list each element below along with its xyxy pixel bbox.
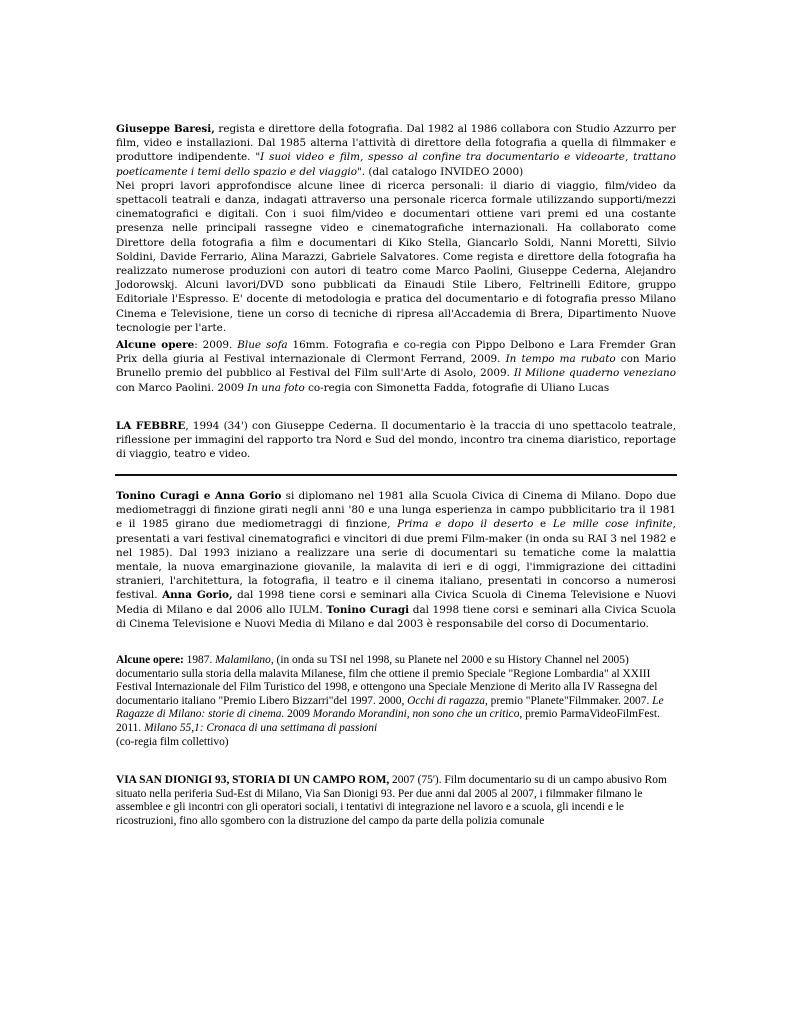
authors-names: Tonino Curagi e Anna Gorio [116,490,282,502]
works-text: , (in onda su TSI nel 1998, su Planete nel 2000 e su History Channel nel 2005) documentario sulla storia della malavita Milanese, film che ottiene il premio Speciale "Regione Lombardia" al XXIII Festival Internazionale del Film Turistico del 1998, e ottengono una Speciale Menzione di Merito alla IV Rassegna del documentario italiano "Premio Libero Bizzarri"del 1997. 2000, [116,654,658,707]
works-text: : 2009. [194,339,238,351]
work-title: Le mille cose infinite [552,518,673,531]
bio-text: dal 1998 tiene corsi e seminari alla Civica Scuola di Cinema Televisione e Nuovi Media di Milano e dal 2003 è responsabile del corso di Documentario. [116,603,676,630]
work-title: In tempo ma rubato [505,353,616,366]
baresi-bio-paragraph [116,122,676,179]
works-text: 2009 [284,708,313,721]
works-text: , premio "Planete"Filmmaker. 2007. [484,694,653,707]
baresi-quote-source: (dal catalogo INVIDEO 2000) [365,165,524,178]
bio-text: dal 1998 tiene corsi e seminari alla Civica Scuola di Cinema Televisione e Nuovi Media di Milano e dal 2006 allo IULM. [116,589,677,616]
work-title: Milano 55,1: Cronaca di una settimana di passioni [144,721,378,734]
works-text: (co-regia film collettivo) [116,735,229,748]
works-text: co-regia con Simonetta Fadda, fotografie di Uliano Lucas [304,381,610,394]
author-name: Anna Gorio, [162,589,233,602]
author-name: Tonino Curagi [326,603,410,616]
via-san-dionigi-paragraph [116,774,676,828]
baresi-quote: "I suoi video e film, spesso al confine tra documentario e videoarte, trattano poeticamente i temi dello spazio e del viaggio". [116,151,676,178]
bio-text: si diplomano nel 1981 alla Scuola Civica di Cinema di Milano. Dopo due mediometraggi di finzione girati negli anni '80 e una lunga esperienza in campo pubblicitario tra il 1981 e il 1985 girano due mediometraggi di finzione, [116,490,677,531]
works-text: 16mm. Fotografia e co-regia con Pippo Delbono e Lara Fremder Gran Prix della giuria al Festival internazionale di Clermont Ferrand, 2009. [116,339,676,366]
bio-text: , presentati a vari festival cinematografici e vincitori di due premi Film-maker (in onda su RAI 3 nel 1982 e nel 1985). Dal 1993 iniziano a realizzare una serie di documentari su tematiche come la malattia mentale, la nuova emarginazione giovanile, la malavita di ieri e di oggi, l'immigrazione dei cittadini stranieri, l'architettura, la fotografia, il teatro e il cinema italiano, presentati in concorso a numerosi festival. [116,518,676,602]
curagi-gorio-bio [116,489,676,631]
works-label: Alcune opere: [116,654,184,666]
bio-text: e [533,518,553,531]
works-text: , premio ParmaVideoFilmFest. 2011. [116,708,660,734]
work-title: Blue sofa [237,339,288,351]
baresi-bio-paragraph-2: Nei propri lavori approfondisce alcune linee di ricerca personali: il diario di viaggio, film/video da spettacoli teatrali e danza, indagati attraverso una personale ricerca formale utilizzando supporti/mezzi cinematografici e digitali. Con i suoi film/video e documentari ottiene vari premi ed una costante presenza nelle principali rassegne video e cinematografiche internazionali. Ha collaborato come Direttore della fotografia a film e documentari di Kiko Stella, Giancarlo Soldi, Nanni Moretti, Silvio Soldini, Davide Ferrario, Alina Marazzi, Gabriele Salvatores. Come regista e direttore della fotografia ha realizzato numerose produzioni con autori di teatro come Marco Paolini, Giuseppe Cederna, Alejandro Jodorowskj. Alcuni lavori/DVD sono pubblicati da Einaudi Stile Libero, Feltrinelli Editore, gruppo Editoriale l'Espresso. E' docente di metodologia e pratica del documentario e di fotografia presso Milano Cinema e Televisione, tiene un corso di tecniche di ripresa all'Accademia di Brera, Dipartimento Nuove tecnologie per l'arte. [116,179,676,334]
work-title: Prima e dopo il deserto [397,518,534,531]
curagi-gorio-works-paragraph [116,654,676,749]
works-text: con Mario Brunello premio del pubblico al Festival del Film sull'Arte di Asolo, 2009. [116,353,677,380]
film-description: , 1994 (34') con Giuseppe Cederna. Il documentario è la traccia di uno spettacolo teatrale, riflessione per immagini del rapporto tra Nord e Sud del mondo, incontro tra cinema diaristico, reportage di viaggio, teatro e video. [116,420,676,461]
curagi-gorio-works [116,654,676,749]
via-san-dionigi-entry [116,774,676,828]
works-label: Alcune opere [116,339,195,351]
work-title: Le Ragazze di Milano: storie di cinema. [116,694,664,721]
baresi-bio [116,122,676,335]
work-title: Malamilano [215,654,271,666]
work-title: Morando Morandini, non sono che un critico [312,708,520,721]
works-text: 1987. [183,654,216,666]
section-divider [115,474,677,476]
film-title: VIA SAN DIONIGI 93, STORIA DI UN CAMPO ROM, [116,774,390,786]
curagi-gorio-paragraph [116,489,676,631]
works-text: con Marco Paolini. 2009 [116,381,248,394]
work-title: In una foto [247,381,305,394]
baresi-works [116,338,676,395]
la-febbre-entry [116,419,676,462]
film-description: 2007 (75'). Film documentario su di un campo abusivo Rom situato nella periferia Sud-Est di Milano, Via San Dionigi 93. Per due anni dal 2005 al 2007, i filmmaker filmano le assemblee e gli incontri con gli operatori sociali, i tentativi di integrazione nel lavoro e a scuola, gli incendi e le ricostruzioni, fino allo sgombero con la distruzione del campo da parte della polizia comunale [116,774,667,827]
work-title: Occhi di ragazza [407,694,485,707]
baresi-name: Giuseppe Baresi, [116,123,215,135]
film-title: LA FEBBRE [116,420,186,432]
baresi-works-paragraph [116,338,676,395]
la-febbre-paragraph [116,419,676,462]
baresi-bio-text: regista e direttore della fotografia. Dal 1982 al 1986 collabora con Studio Azzurro per film, video e installazioni. Dal 1985 alterna l'attività di direttore della fotografia a quella di filmmaker e produttore indipendente. [116,123,676,164]
work-title: Il Milione quaderno veneziano [513,367,676,380]
